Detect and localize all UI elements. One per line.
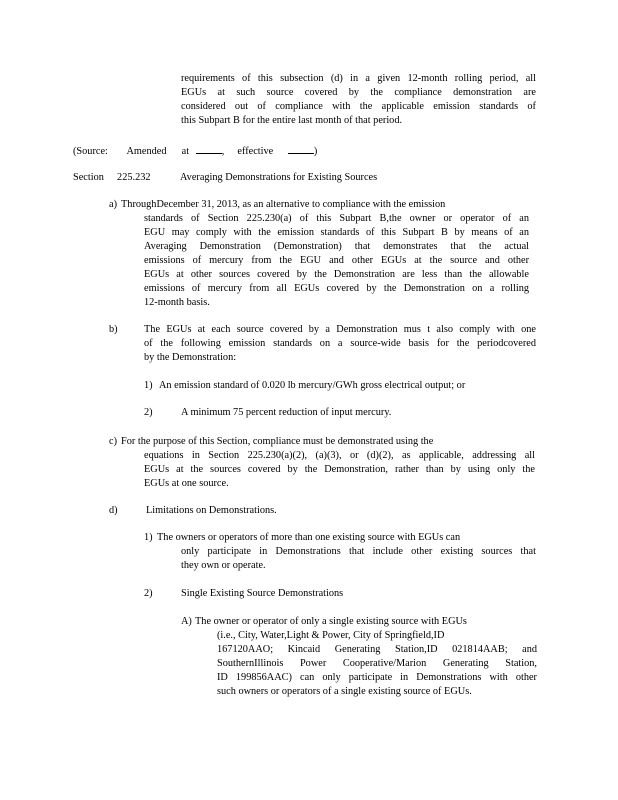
source-effective: effective (237, 146, 274, 157)
para-a-first-line: ThroughDecember 31, 2013, as an alternative to compliance with the emission (121, 199, 446, 210)
para-b-item1-marker: 1) (144, 380, 153, 391)
text-line: they own or operate. (181, 560, 266, 571)
text-line: EGUs at the sources covered by the Demonstration, rather than by using only the (144, 464, 535, 475)
text-line: of the following emission standards on a source-wide basis for the periodcovered (144, 338, 536, 349)
effective-date-blank (288, 143, 314, 154)
text-line: EGUs at other sources covered by the Demonstration are less than the allowable (144, 269, 529, 280)
para-d2a-body (217, 629, 537, 699)
para-d-title: Limitations on Demonstrations. (146, 505, 277, 516)
text-line: EGUs at one source. (144, 478, 229, 489)
para-d2a-marker: A) (181, 616, 192, 627)
section-word: Section (73, 172, 104, 183)
text-line: ID 199856AAC) can only participate in Demonstrations with other (217, 672, 537, 683)
text-line: requirements of this subsection (d) in a given 12-month rolling period, all (181, 73, 536, 84)
para-d1-body (181, 545, 536, 573)
text-line: EGU may comply with the emission standards of this Subpart B by means of an (144, 227, 529, 238)
para-d2-marker: 2) (144, 588, 153, 599)
text-line: 12-month basis. (144, 297, 210, 308)
amended-date-blank (196, 143, 222, 154)
para-c-body (144, 449, 535, 491)
para-c-first-line: For the purpose of this Section, compliance must be demonstrated using the (121, 436, 434, 447)
para-b-item2-marker: 2) (144, 407, 153, 418)
text-line: (i.e., City, Water,Light & Power, City of Springfield,ID (217, 630, 445, 641)
source-close: ) (313, 146, 318, 157)
para-a-body (144, 212, 529, 310)
text-line: SouthernIllinois Power Cooperative/Marion Generating Station, (217, 658, 537, 669)
section-heading (73, 171, 151, 185)
text-line: this Subpart B for the entire last month of that period. (181, 115, 403, 126)
text-line: 167120AAO; Kincaid Generating Station,ID 021814AAB; and (217, 644, 537, 655)
text-line: considered out of compliance with the applicable emission standards of (181, 101, 536, 112)
text-line: only participate in Demonstrations that include other existing sources that (181, 546, 536, 557)
text-line: Averaging Demonstration (Demonstration) that demonstrates that the actual (144, 241, 529, 252)
section-number: 225.232 (117, 172, 151, 183)
source-at: at (181, 146, 190, 157)
para-d-marker: d) (109, 505, 118, 516)
para-d2a-first-line: The owner or operator of only a single existing source with EGUs (195, 616, 467, 627)
intro-paragraph (181, 72, 536, 128)
para-b-marker: b) (109, 324, 118, 335)
source-note: (Source: Amended at , effective ) (73, 143, 317, 159)
text-line: by the Demonstration: (144, 352, 237, 363)
para-b-item1-text: An emission standard of 0.020 lb mercury/GWh gross electrical output; or (159, 380, 466, 391)
para-c-marker: c) (109, 436, 117, 447)
para-d2-title: Single Existing Source Demonstrations (181, 588, 344, 599)
para-b-item2-text: A minimum 75 percent reduction of input mercury. (181, 407, 392, 418)
para-d1-first-line: The owners or operators of more than one existing source with EGUs can (157, 532, 461, 543)
text-line: equations in Section 225.230(a)(2), (a)(3), or (d)(2), as applicable, addressing all (144, 450, 535, 461)
text-line: EGUs at such source covered by the compliance demonstration are (181, 87, 536, 98)
text-line: The EGUs at each source covered by a Demonstration mus t also comply with one (144, 324, 536, 335)
para-b-body (144, 323, 536, 365)
section-title: Averaging Demonstrations for Existing Sources (180, 172, 378, 183)
text-line: emissions of mercury from all EGUs covered by the Demonstration on a rolling (144, 283, 529, 294)
source-amended: Amended (126, 146, 167, 157)
para-a-marker: a) (109, 199, 117, 210)
text-line: standards of Section 225.230(a) of this Subpart B,the owner or operator of an (144, 213, 529, 224)
source-label: (Source: (73, 146, 108, 157)
para-d1-marker: 1) (144, 532, 153, 543)
text-line: such owners or operators of a single existing source of EGUs. (217, 686, 472, 697)
text-line: emissions of mercury from the EGU and other EGUs at the source and other (144, 255, 529, 266)
